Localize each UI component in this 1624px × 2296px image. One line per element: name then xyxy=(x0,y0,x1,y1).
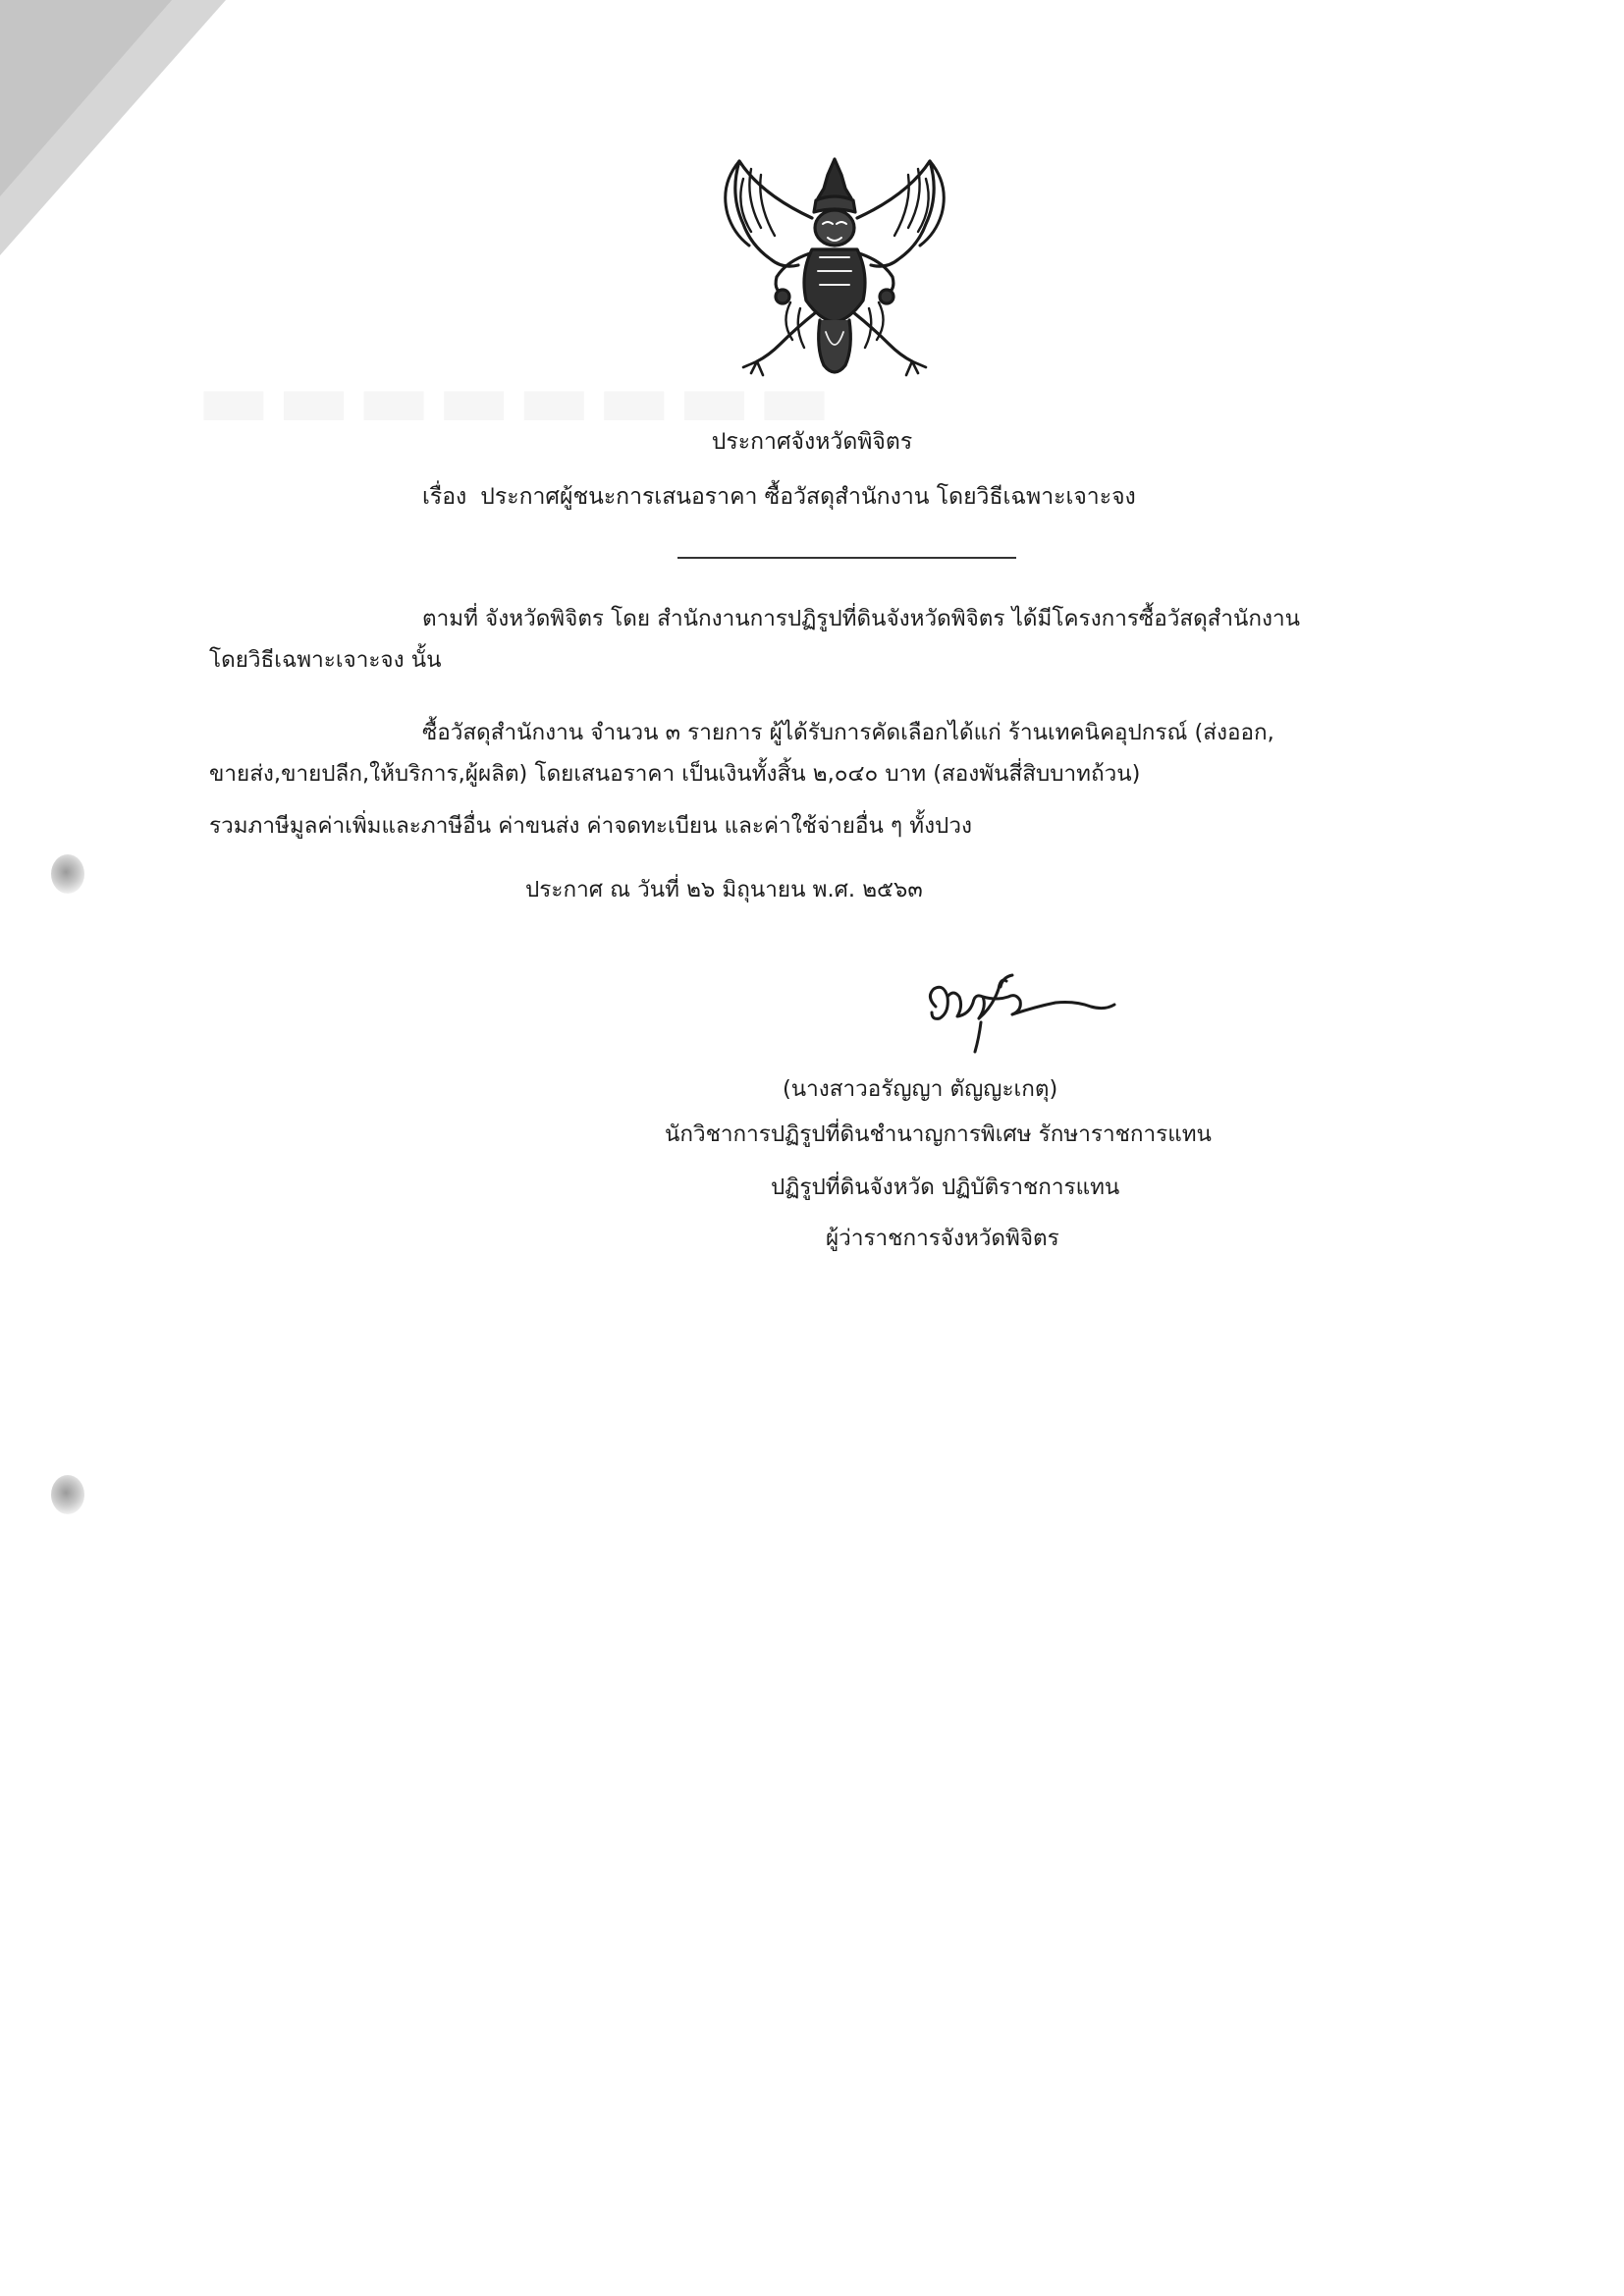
garuda-emblem xyxy=(722,155,947,383)
paragraph-2-line-1: ซื้อวัสดุสำนักงาน จำนวน ๓ รายการ ผู้ได้รับการคัดเลือกได้แก่ ร้านเทคนิคอุปกรณ์ (ส่งออก, xyxy=(422,720,1274,745)
document-subject xyxy=(422,479,1136,515)
subject-label: เรื่อง xyxy=(422,484,467,510)
signer-position-2: ปฏิรูปที่ดินจังหวัด ปฏิบัติราชการแทน xyxy=(771,1175,1120,1200)
handwritten-signature xyxy=(918,967,1129,1056)
signer-name: (นางสาวอรัญญา ตัญญะเกตุ) xyxy=(783,1076,1058,1102)
punch-hole-top xyxy=(51,854,84,894)
signer-position-1: นักวิชาการปฏิรูปที่ดินชำนาญการพิเศษ รักษาราชการแทน xyxy=(665,1121,1212,1147)
punch-hole-bottom xyxy=(51,1475,84,1514)
paragraph-1-line-2: โดยวิธีเฉพาะเจาะจง นั้น xyxy=(209,647,442,673)
subject-text: ประกาศผู้ชนะการเสนอราคา ซื้อวัสดุสำนักงาน โดยวิธีเฉพาะเจาะจง xyxy=(480,484,1136,510)
signer-position-3: ผู้ว่าราชการจังหวัดพิจิตร xyxy=(826,1226,1059,1251)
announcement-date: ประกาศ ณ วันที่ ๒๖ มิถุนายน พ.ศ. ๒๕๖๓ xyxy=(525,877,923,902)
paragraph-1-line-1: ตามที่ จังหวัดพิจิตร โดย สำนักงานการปฏิรูปที่ดินจังหวัดพิจิตร ได้มีโครงการซื้อวัสดุสำนักงาน xyxy=(422,606,1301,631)
paragraph-2-line-2: ขายส่ง,ขายปลีก,ให้บริการ,ผู้ผลิต) โดยเสนอราคา เป็นเงินทั้งสิ้น ๒,๐๔๐ บาท (สองพันสี่สิบบาทถ้วน) xyxy=(209,761,1141,787)
heading-divider xyxy=(677,557,1016,559)
paragraph-2-line-3: รวมภาษีมูลค่าเพิ่มและภาษีอื่น ค่าขนส่ง ค่าจดทะเบียน และค่าใช้จ่ายอื่น ๆ ทั้งปวง xyxy=(209,813,972,839)
folded-corner-shadow-inner xyxy=(0,0,172,196)
document-title: ประกาศจังหวัดพิจิตร xyxy=(711,429,913,455)
